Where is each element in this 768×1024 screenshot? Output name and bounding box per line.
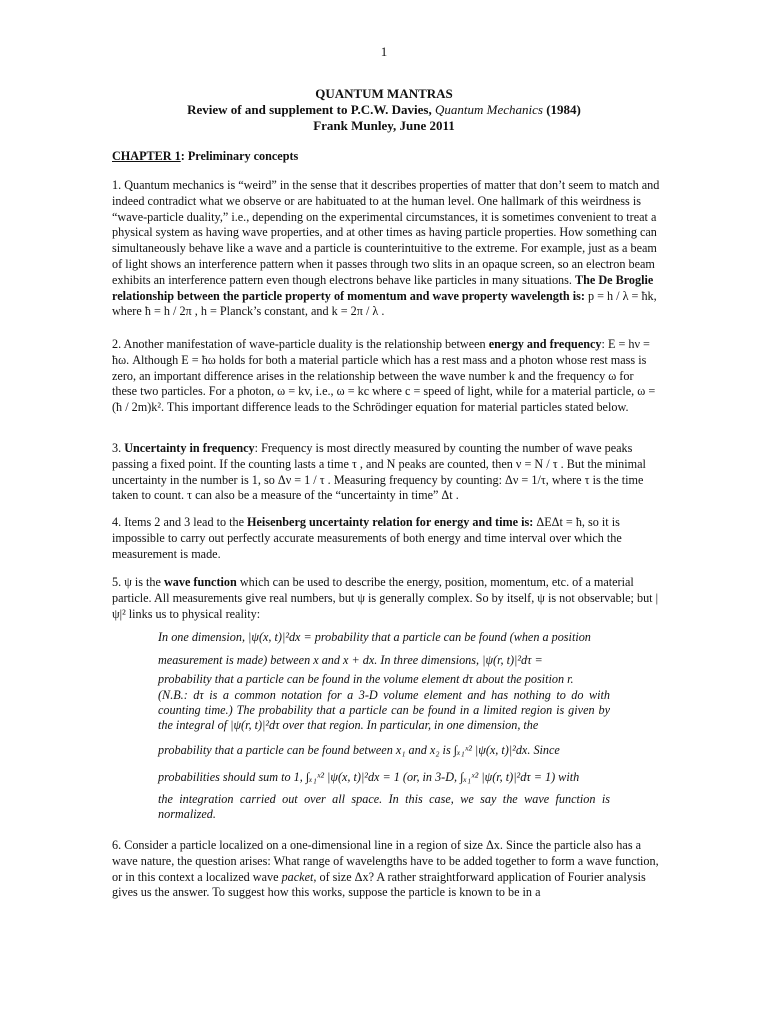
- p6-text: 6. Consider a particle localized on a one-dimensional line in a region of size Δx. Since the particle also has a wave nature, the question arises: What range of wavelengths have to be added together to form a wave function, or in this context a localized wave: [112, 838, 659, 884]
- wave-function-quote: [158, 630, 610, 822]
- p3-bold: Uncertainty in frequency: [124, 441, 255, 455]
- quote-line-6: probabilities should sum to 1, ∫ₓ₁ˣ² |ψ(x, t)|²dx = 1 (or, in 3-D, ∫ₓ₁ˣ² |ψ(r, t)|²dτ = 1) with: [158, 770, 580, 785]
- p6-emphasis: packet: [281, 869, 314, 884]
- paragraph-1: [112, 178, 660, 320]
- quote-line-2: measurement is made) between x and x + dx. In three dimensions, |ψ(r, t)|²dτ =: [158, 653, 543, 668]
- paragraph-6: [112, 838, 660, 901]
- document-header: [112, 86, 656, 134]
- p3-rest: : Frequency is most directly measured by counting the number of wave peaks passing a fixed point. If the counting lasts a time τ , and N peaks are counted, then ν = N / τ . But the minimal uncertainty in the number is 1, so Δν = 1 / τ . Measuring frequency by counting: Δν = 1/τ, where τ is the time taken to count. τ can also be a measure of the “uncertainty in time” Δt .: [112, 441, 646, 503]
- p5-bold: wave function: [163, 575, 237, 589]
- p5-text: 5. ψ is the: [112, 575, 161, 589]
- p6-rest: , of size Δx? A rather straightforward application of Fourier analysis gives us the answer. To suggest how this works, suppose the particle is known to be in a: [112, 869, 646, 900]
- p2-rest: : E = hν = ħω. Although E = ħω holds for both a material particle which has a rest mass and a photon whose rest mass is zero, an important difference arises in the relationship between the wave number k and the frequency ω for these two particles. For a photon, ω = kv, i.e., ω = kc where c = speed of light, while for a material particle, ω = (ħ / 2m)k². This important difference leads to the Schrödinger equation for material particles stated below.: [112, 337, 656, 415]
- document-subtitle: [112, 102, 656, 118]
- quote-line-7: the integration carried out over all space. In this case, we say the wave function is normalized.: [158, 791, 610, 821]
- p3-num: 3.: [112, 441, 122, 455]
- p1-bold: The De Broglie relationship between the particle property of momentum and wave property wavelength is:: [112, 272, 654, 303]
- paragraph-3: [112, 441, 660, 504]
- quote-line-1: In one dimension, |ψ(x, t)|²dx = probability that a particle can be found (when a position: [158, 630, 591, 644]
- p2-bold: energy and frequency: [488, 337, 602, 351]
- paragraph-2: [112, 337, 660, 416]
- quote-line-3: probability that a particle can be found in the volume element dτ about the position r.: [158, 672, 574, 687]
- paragraph-5: [112, 575, 660, 622]
- p2-text: 2. Another manifestation of wave-particle duality is the relationship between: [112, 337, 486, 351]
- subtitle-book: Quantum Mechanics: [434, 102, 543, 117]
- p4-text: 4. Items 2 and 3 lead to the: [112, 515, 244, 529]
- document-title: QUANTUM MANTRAS: [315, 86, 453, 101]
- subtitle-prefix: Review of and supplement to P.C.W. Davies,: [187, 102, 432, 117]
- quote-line-5: probability that a particle can be found between x₁ and x₂ is ∫ₓ₁ˣ² |ψ(x, t)|²dx. Since: [158, 743, 560, 758]
- chapter-label: CHAPTER 1: [112, 149, 181, 163]
- p1-text: 1. Quantum mechanics is “weird” in the sense that it describes properties of matter that don’t seem to match and indeed contradict what we observe or are habituated to at the human level. One hallmark of this weirdness is “wave-particle duality,” i.e., depending on the experimental circumstances, it is sometimes convenient to treat a physical system as having wave properties, and at other times as having particle properties. How something can simultaneously behave like a wave and a particle is counterintuitive to the extreme. For example, just as a beam of light shows an interference pattern when it passes through two slits in an opaque screen, so an electron beam exhibits an interference pattern even though electrons behave like particles in many situations.: [112, 178, 660, 287]
- author-line: Frank Munley, June 2011: [313, 118, 455, 133]
- chapter-heading: [112, 149, 660, 165]
- p4-bold: Heisenberg uncertainty relation for energy and time is:: [247, 515, 534, 529]
- p1-formula: p = h / λ = ħk, where ħ = h / 2π , h = Planck’s constant, and k = 2π / λ .: [112, 288, 657, 319]
- chapter-title: : Preliminary concepts: [180, 149, 299, 163]
- page-number: 1: [380, 44, 388, 59]
- paragraph-4: [112, 515, 660, 562]
- p5-rest: which can be used to describe the energy, position, momentum, etc. of a material particle. All measurements give real numbers, but ψ is generally complex. So by itself, ψ is not observable; but |ψ|² links us to physical reality:: [112, 575, 659, 621]
- quote-line-4: (N.B.: dτ is a common notation for a 3-D volume element and has nothing to do with counting time.) The probability that a particle can be found in a limited region is given by the integral of |ψ(r, t)|²dτ over that region. In particular, in one dimension, the: [158, 687, 610, 733]
- p4-rest: ΔEΔt = ħ, so it is impossible to carry out perfectly accurate measurements of both energy and time interval over which the measurement is made.: [112, 515, 622, 561]
- subtitle-year: (1984): [546, 102, 581, 117]
